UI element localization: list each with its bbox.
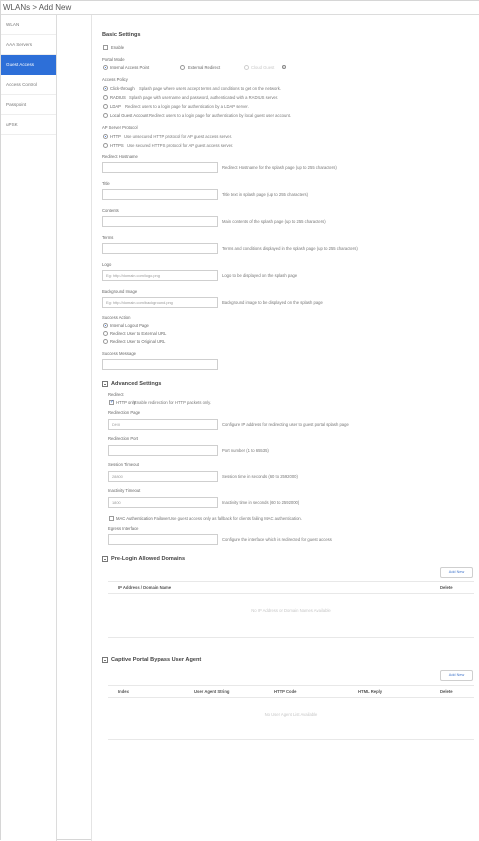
redirection-port-label: Redirection Port xyxy=(108,436,139,441)
top-bar xyxy=(1,1,479,15)
redirect-hostname-hint: Redirect Hostname for the splash page (up to 255 characters) xyxy=(222,165,337,170)
logo-input[interactable]: Eg: http://domain.com/logo.png xyxy=(102,270,218,281)
portal-mode-external-label: External Redirect xyxy=(188,65,221,70)
contents-hint: Main contents of the splash page (up to 255 characters) xyxy=(222,219,326,224)
divider xyxy=(108,685,474,686)
contents-input[interactable] xyxy=(102,216,218,227)
portal-mode-internal-radio[interactable] xyxy=(103,65,108,70)
egress-interface-hint: Configure the interface which is redirected for guest access xyxy=(222,537,332,542)
policy-ldap-radio[interactable] xyxy=(103,104,108,109)
portal-mode-cloud-radio[interactable] xyxy=(244,65,249,70)
session-timeout-label: Session Timeout xyxy=(108,462,139,467)
policy-local-radio[interactable] xyxy=(103,113,108,118)
portal-mode-cloud-label: Cloud Guest xyxy=(251,65,275,70)
session-timeout-hint: Session time in seconds (60 to 2592000) xyxy=(222,474,298,479)
enable-label: Enable xyxy=(111,45,125,50)
portal-mode-external-radio[interactable] xyxy=(180,65,185,70)
info-icon: i xyxy=(283,65,285,69)
http-only-label: HTTP only xyxy=(116,400,136,405)
captive-col-delete: Delete xyxy=(440,689,453,694)
redirect-hostname-input[interactable] xyxy=(102,162,218,173)
title-input[interactable] xyxy=(102,189,218,200)
sidebar-item-aaa-servers[interactable]: AAA Servers xyxy=(1,35,56,55)
inactivity-timeout-hint: Inactivity time in seconds (60 to 2592000) xyxy=(222,500,300,505)
success-message-label: Success Message xyxy=(102,351,136,356)
collapse-icon[interactable] xyxy=(102,381,108,387)
redirection-page-hint: Configure IP address for redirecting user to guest portal splash page xyxy=(222,422,349,427)
captive-col-user-agent: User Agent String xyxy=(194,689,230,694)
logo-hint: Logo to be displayed on the splash page xyxy=(222,273,298,278)
content-area xyxy=(57,15,479,841)
terms-label: Terms xyxy=(102,235,114,240)
policy-clickthrough-name: Click-through xyxy=(110,86,135,91)
prelogin-title: Pre-Login Allowed Domains xyxy=(111,556,186,562)
portal-mode-internal-label: Internal Access Point xyxy=(110,65,150,70)
captive-title: Captive Portal Bypass User Agent xyxy=(111,657,202,663)
collapse-icon[interactable] xyxy=(102,657,108,663)
success-message-input[interactable] xyxy=(102,359,218,370)
captive-empty-message: No User Agent List Available xyxy=(264,712,318,717)
guest-access-panel xyxy=(91,15,479,841)
mac-fallback-desc: Use guest access only as fallback for clients failing MAC authentication. xyxy=(169,516,302,521)
title-hint: Title text in splash page (up to 255 characters) xyxy=(222,192,308,197)
advanced-settings-title: Advanced Settings xyxy=(111,381,162,387)
divider xyxy=(108,697,474,698)
captive-add-button[interactable]: Add New xyxy=(440,670,473,681)
logo-label: Logo xyxy=(102,262,112,267)
egress-interface-label: Egress Interface xyxy=(108,526,139,531)
divider xyxy=(108,593,474,594)
http-only-desc: Enable redirection for HTTP packets only. xyxy=(134,400,212,405)
redirect-hostname-label: Redirect Hostname xyxy=(102,154,138,159)
portal-mode-label: Portal Mode xyxy=(102,57,125,62)
redirection-page-label: Redirection Page xyxy=(108,410,141,415)
basic-settings-title: Basic Settings xyxy=(102,32,141,38)
background-image-hint: Background image to be displayed on the splash page xyxy=(222,300,323,305)
success-original-url-radio[interactable] xyxy=(103,339,108,344)
breadcrumb: WLANs > Add New xyxy=(3,3,72,12)
inactivity-timeout-input[interactable]: 1800 xyxy=(108,497,218,508)
collapse-icon[interactable] xyxy=(102,556,108,562)
policy-local-desc: Redirect users to a login page for authentication by local guest user account. xyxy=(149,113,291,118)
egress-interface-input[interactable] xyxy=(108,534,218,545)
terms-input[interactable] xyxy=(102,243,218,254)
background-image-label: Background Image xyxy=(102,289,138,294)
sidebar xyxy=(1,15,57,841)
sidebar-item-wlan[interactable]: WLAN xyxy=(1,15,56,35)
mac-fallback-checkbox[interactable] xyxy=(109,516,114,521)
policy-radius-radio[interactable] xyxy=(103,95,108,100)
protocol-http-radio[interactable] xyxy=(103,134,108,139)
captive-col-html-reply: HTML Reply xyxy=(358,689,383,694)
protocol-https-name: HTTPS xyxy=(110,143,124,148)
protocol-http-name: HTTP xyxy=(110,134,121,139)
mac-fallback-label: MAC Authentication Failover xyxy=(116,516,169,521)
http-only-checkbox[interactable] xyxy=(109,400,114,405)
prelogin-col-domain: IP Address / Domain Name xyxy=(118,585,172,590)
policy-radius-desc: Splash page with username and password, authenticated with a RADIUS server. xyxy=(129,95,279,100)
terms-hint: Terms and conditions displayed in the splash page (up to 255 characters) xyxy=(222,246,358,251)
success-external-url-label: Redirect User to External URL xyxy=(110,331,167,336)
redirection-port-hint: Port number (1 to 65535) xyxy=(222,448,269,453)
policy-clickthrough-radio[interactable] xyxy=(103,86,108,91)
policy-ldap-desc: Redirect users to a login page for authentication by a LDAP server. xyxy=(125,104,249,109)
enable-checkbox[interactable] xyxy=(103,45,108,50)
redirection-page-input[interactable]: DHII xyxy=(108,419,218,430)
inactivity-timeout-label: Inactivity Timeout xyxy=(108,488,141,493)
sidebar-item-upsk[interactable]: uPSK xyxy=(1,115,56,135)
redirect-label: Redirect xyxy=(108,392,124,397)
success-action-label: Success Action xyxy=(102,315,131,320)
ap-server-protocol-label: AP Server Protocol xyxy=(102,125,138,130)
title-label: Title xyxy=(102,181,110,186)
sidebar-item-passpoint[interactable]: Passpoint xyxy=(1,95,56,115)
divider xyxy=(108,739,474,740)
redirection-port-input[interactable] xyxy=(108,445,218,456)
prelogin-add-button[interactable]: Add New xyxy=(440,567,473,578)
policy-ldap-name: LDAP xyxy=(110,104,121,109)
policy-radius-name: RADIUS xyxy=(110,95,126,100)
captive-col-http-code: HTTP Code xyxy=(274,689,297,694)
sidebar-item-access-control[interactable]: Access Control xyxy=(1,75,56,95)
contents-label: Contents xyxy=(102,208,119,213)
background-image-input[interactable]: Eg: http://domain.com/background.png xyxy=(102,297,218,308)
success-internal-logout-radio[interactable] xyxy=(103,323,108,328)
success-original-url-label: Redirect User to Original URL xyxy=(110,339,166,344)
policy-clickthrough-desc: Splash page where users accept terms and conditions to get on the network. xyxy=(139,86,281,91)
protocol-https-desc: Use secured HTTPS protocol for AP guest access server. xyxy=(127,143,234,148)
protocol-http-desc: Use unsecured HTTP protocol for AP guest access server. xyxy=(124,134,233,139)
divider xyxy=(108,581,474,582)
captive-col-index: Index xyxy=(118,689,129,694)
session-timeout-input[interactable]: 28800 xyxy=(108,471,218,482)
success-external-url-radio[interactable] xyxy=(103,331,108,336)
policy-local-name: Local Guest Account xyxy=(110,113,149,118)
prelogin-empty-message: No IP Address or Domain Names Available xyxy=(251,608,331,613)
prelogin-col-delete: Delete xyxy=(440,585,453,590)
protocol-https-radio[interactable] xyxy=(103,143,108,148)
access-policy-label: Access Policy xyxy=(102,77,128,82)
sidebar-item-guest-access[interactable]: Guest Access xyxy=(1,55,56,75)
success-internal-logout-label: Internal Logout Page xyxy=(110,323,149,328)
divider xyxy=(108,637,474,638)
